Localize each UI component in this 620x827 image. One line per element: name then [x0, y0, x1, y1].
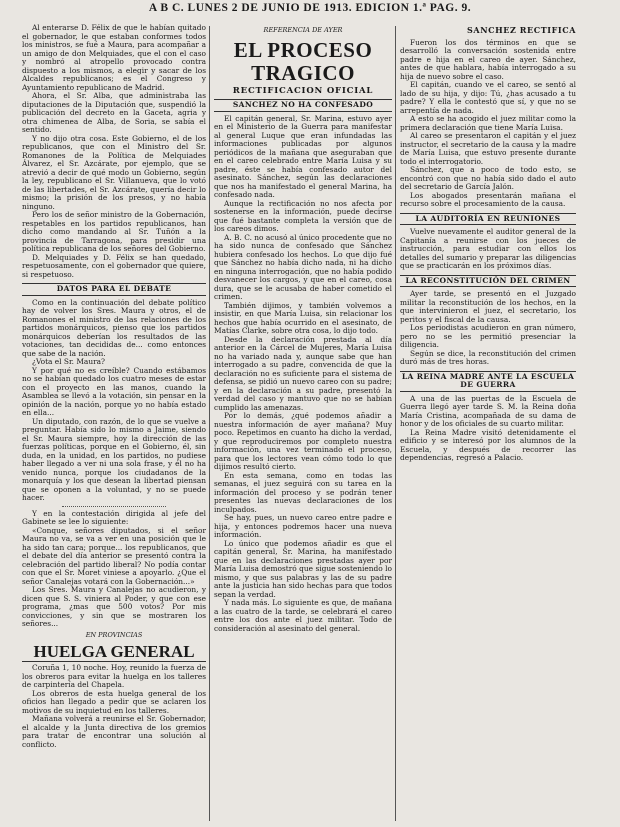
paragraph: Al careo se presentaron el capitán y el juez instructor, el secretario de la causa y la madre de María Luisa, que estuvo presente durante todo el interrogatorio. — [400, 131, 576, 166]
paragraph: Un diputado, con razón, de lo que se vuelve a preguntar. Había sido lo mismo a Jaime, siendo el Sr. Maura siempre, hoy la dirección de las fuerzas políticas, porque en el Gobierno, él, sin duda, en la unidad, en los partidos, no pudiese haber llegado a ver ni una sola frase, y él no ha venido nunca, porque los ciudadanos de la monarquía y los que desean la libertad piensan que se oponen a la voluntad, y no se puede hacer. — [22, 416, 206, 502]
paragraph: A. B. C. no acusó al único procedente que no ha sido nunca de confesado que Sánchez hubiera confesado los hechos. Lo que dijo fué que Sánchez no había dicho nada, ni ha dicho en ninguna interrogación, que no había podido desvanecer los cargos, y que en el careo, cosa dura, que se le acusaba de haber cometido el crimen. — [214, 232, 392, 301]
column-divider — [209, 26, 210, 821]
masthead: A B C. LUNES 2 DE JUNIO DE 1913. EDICION 1.ª PAG. 9. — [148, 2, 472, 14]
paragraph: Al enterarse D. Félix de que le habían quitado el gobernador, le que estaban conformes todos los ministros, se fué a Maura, para acompañar a un amigo de don Melquiades, que el con el caso y nombró al atropello provocado contra dispuesto a los mismos, a elegir y sacar de los Alcaldes republicanos; es el Congreso y Ayuntamiento republicano de Madrid. — [22, 24, 206, 92]
paragraph: Aunque la rectificación no nos afecta por sostenerse en la información, puede decirse que fué bastante completa la versión que de los careos dimos. — [214, 198, 392, 233]
subtitle: RECTIFICACION OFICIAL — [232, 85, 374, 96]
section-title: LA RECONSTITUCIÓN DEL CRIMEN — [400, 275, 576, 288]
paragraph: Lo único que podemos añadir es que el capitán general, Sr. Marina, ha manifestado que en las declaraciones prestadas ayer por María Luisa demostró que sigue sosteniendo lo mismo, y que sus palabras y las de su padre ante la justicia han sido hechas para que todos sepan la verdad. — [214, 538, 392, 599]
paragraph: Los obreros de esta huelga general de los oficios han llegado a pedir que se aclaren los motivos de su inquietud en los talleres. — [22, 688, 206, 715]
paragraph: «Conque, señores diputados, si el señor Maura no va, se va a ver en una posición que le ha sido tan cara; porque... los republicanos, que el debate del día anterior se presentó contra la celebración del partido liberal? No podía contar con que el Sr. Moret viniese a apoyarlo. ¿Que el señor Canalejas votará con la Gobernación...» — [22, 525, 206, 586]
column-divider — [395, 26, 396, 821]
paragraph: Como en la continuación del debate político hay de volver los Sres. Maura y otros, el de Romanones el ministro de las relaciones de los partidos monárquicos, pienso que los partidos monárquicos deberían los resultados de las votaciones, tan decididas de... como entonces que sabe de la nación. — [22, 297, 206, 358]
section-label: REFERENCIA DE AYER — [263, 26, 343, 34]
paragraph: D. Melquiades y D. Félix se han quedado, respetuosamente, con el gobernador que quiere, si respetuoso. — [22, 252, 206, 279]
paragraph: En esta semana, como en todas las semanas, el juez seguirá con su tarea en la información del proceso y se podrán tener presentes las nuevas declaraciones de los inculpados. — [214, 470, 392, 514]
paragraph: Desde la declaración prestada al día anterior en la Cárcel de Mujeres, María Luisa no ha variado nada y, aunque sabe que han interrogado a su padre, convencida de que la declaración no es suficiente para el sistema de defensa, se pidió un nuevo careo con su padre; y en la declaración a su padre, presentó la verdad del caso y mantuvo que no se habían cumplido las amenazas. — [214, 334, 392, 412]
column-middle — [214, 24, 392, 824]
paragraph: Ayer tarde, se presentó en el Juzgado militar la reconstitución de los hechos, en la que intervinieron el juez, el secretario, los peritos y el fiscal de la causa. — [400, 289, 576, 324]
paragraph: Pero los de señor ministro de la Gobernación, respetables en los partidos republicanos, han dicho como mandando al Sr. Tuñón a la provincia de Tarragona, para presidir una política republicana de los señores del Gobierno. — [22, 210, 206, 253]
column-left — [22, 24, 206, 824]
paragraph: Y en la contestación dirigida al jefe del Gabinete se lee lo siguiente: — [22, 508, 206, 526]
paragraph: La Reina Madre visitó detenidamente el edificio y se interesó por los alumnos de la Escuela, y después de recorrer las dependencias, regresó a Palacio. — [400, 427, 576, 462]
paragraph: Los Sres. Maura y Canalejas no acudieron, y dicen que S. S. viniera al Poder, y que con ese programa, ¿mas que 500 votos? Por mis convicciones, y sin que se mostraren los señores... — [22, 585, 206, 628]
column-right — [400, 24, 576, 824]
paragraph: Vuelve nuevamente el auditor general de la Capitanía a reunirse con los jueces de instrucción, para estudiar con ellos los detalles del sumario y preparar las diligencias que se practicarán en los próximos días. — [400, 227, 576, 270]
section-title: DATOS PARA EL DEBATE — [22, 283, 206, 296]
paragraph: Los abogados presentarán mañana el recurso sobre el procesamiento de la causa. — [400, 190, 576, 208]
section-title: LA REINA MADRE ANTE LA ESCUELA DE GUERRA — [400, 371, 576, 392]
paragraph: Los periodistas acudieron en gran número, pero no se les permitió presenciar la diligencia. — [400, 323, 576, 349]
paragraph: Y por qué no es creíble? Cuando estábamos no se habían quedado los cuatro meses de estar con el proyecto en las manos, cuando la Asamblea se llevó a la votación, sin pensar en la opinión de la nación, porque yo no había estado en ella... — [22, 365, 206, 417]
paragraph: Ahora, el Sr. Alba, que administraba las diputaciones de la Diputación que, suspendió la publicación del decreto en la Gaceta, agria y otra chimenea de Alba, de Soria, se sabía el sentido. — [22, 91, 206, 134]
paragraph: Por lo demás, ¿qué podemos añadir a nuestra información de ayer mañana? Muy poco. Repetimos en cuanto ha dicho la verdad, y que reproduciremos por completo nuestra información, una vez terminado el proceso, para que los lectores vean cómo todo lo que dijimos resultó cierto. — [214, 411, 392, 471]
separator — [62, 506, 166, 507]
headline-proceso: EL PROCESO TRAGICO — [233, 37, 373, 85]
paragraph: Y no dijo otra cosa. Este Gobierno, el de los republicanos, que con el Ministro del Sr. Romanones de la Política de Melquiades Álvarez, el Sr. Azcárate, por ejemplo, que se atrevió a decir de qué modo un Gobierno, según la ley, republicano el Sr. Villanueva, que lo votó de las libertades, el Sr. Azcárate, quería decir lo mismo; la prisión de los presos, y no había ninguno. — [22, 133, 206, 211]
section-title: SANCHEZ NO HA CONFESADO — [214, 99, 392, 112]
paragraph: Coruña 1, 10 noche. Hoy, reunido la fuerza de los obreros para evitar la huelga en los talleres de carpintería del Chapela. — [22, 663, 206, 689]
paragraph: El capitán general, Sr. Marina, estuvo ayer en el Ministerio de la Guerra para manifestar al general Luque que eran infundadas las informaciones publicadas por algunos periódicos de la mañana que aseguraban que en el careo celebrado entre María Luisa y su padre, éste se había confesado autor del asesinato. Sánchez, según las declaraciones que nos ha manifestado el general Marina, ha confesado nada. — [214, 113, 392, 199]
paragraph: Fueron los dos términos en que se desarrolló la conversación sostenida entre padre e hija en el careo de ayer. Sánchez, antes de que hablara, había interrogado a su hija de nuevo sobre el caso. — [400, 37, 576, 81]
paragraph: Sánchez, que a poco de todo esto, se encontró con que no había sido dado el auto del secretario de García Jalón. — [400, 165, 576, 191]
paragraph: Se hay, pues, un nuevo careo entre padre e hija, y entonces podremos hacer una nueva información. — [214, 513, 392, 539]
section-header: SANCHEZ RECTIFICA — [467, 25, 576, 35]
headline-huelga: HUELGA GENERAL — [22, 642, 206, 662]
paragraph: Y nada más. Lo siguiente es que, de mañana a las cuatro de la tarde, se celebrará el careo entre los dos ante el juez militar. Todo de consideración al asesinato del general. — [214, 598, 392, 633]
paragraph: El capitán, cuando ve el careo, se sentó al lado de su hija, y dijo: Tú, ¿has acusado a tu padre? Y ella le contestó que sí, y que no se arrepentía de nada. — [400, 80, 576, 115]
section-title: LA AUDITORÍA EN REUNIONES — [400, 213, 576, 226]
paragraph: A esto se ha acogido el juez militar como la primera declaración que tiene María Luisa. — [400, 114, 576, 132]
paragraph: A una de las puertas de la Escuela de Guerra llegó ayer tarde S. M. la Reina doña María Cristina, acompañada de su dama de honor y de los oficiales de su cuarto militar. — [400, 393, 576, 428]
paragraph: También dijimos, y también volvemos a insistir, en que María Luisa, sin relacionar los hechos que había ocurrido en el asesinato, de Matías Clarke, sobre otra cosa, lo dijo todo. — [214, 300, 392, 335]
paragraph: Según se dice, la reconstitución del crimen duró más de tres horas. — [400, 348, 576, 366]
paragraph: ¿Vota el Sr. Maura? — [32, 357, 105, 366]
paragraph: Mañana volverá a reunirse el Sr. Gobernador, el alcalde y la Junta directiva de los gremios para tratar de encontrar una solución al conflicto. — [22, 714, 206, 749]
section-label: EN PROVINCIAS — [85, 630, 143, 639]
